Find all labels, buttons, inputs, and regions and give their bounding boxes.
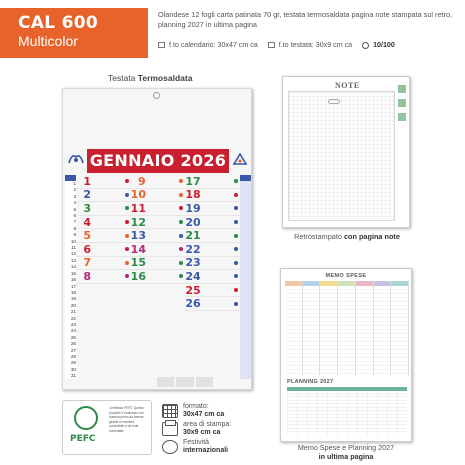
- day-row: [76, 202, 131, 216]
- testata-label: Testata Termosaldata: [108, 73, 193, 83]
- day-row: [76, 229, 131, 243]
- day-number: 4: [83, 215, 91, 229]
- mini-day: 19: [70, 296, 76, 302]
- day-number: 14: [130, 242, 146, 256]
- hang-hole-icon: [153, 92, 160, 99]
- moon-phase-icon: [234, 247, 238, 251]
- pefc-logo-icon: PEFC: [66, 404, 106, 450]
- moon-phase-icon: [234, 179, 238, 183]
- day-row: [185, 257, 240, 271]
- pages-icon: [362, 42, 369, 49]
- day-row: [76, 175, 131, 189]
- day-number: 6: [83, 242, 91, 256]
- day-row: [76, 216, 131, 230]
- mini-day: 23: [70, 321, 76, 327]
- day-row: [76, 189, 131, 203]
- moon-phase-icon: [234, 193, 238, 197]
- mini-day: 29: [70, 360, 76, 366]
- mini-day: 6: [73, 213, 76, 219]
- moon-phase-icon: [234, 288, 238, 292]
- moon-phase-icon: [179, 234, 183, 238]
- moon-phase-icon: [179, 247, 183, 251]
- mini-day: 18: [70, 289, 76, 295]
- moon-phase-icon: [125, 193, 129, 197]
- moon-phase-icon: [125, 220, 129, 224]
- mini-day: 15: [70, 270, 76, 276]
- day-number: 5: [83, 229, 91, 243]
- calendar-size-icon: [158, 42, 165, 48]
- day-row: [185, 202, 240, 216]
- mini-day: 12: [70, 251, 76, 257]
- note-page-image: [282, 76, 410, 228]
- mini-day: 4: [73, 200, 76, 206]
- mini-day: 1: [73, 181, 76, 186]
- day-number: 20: [185, 215, 201, 229]
- mini-day: 30: [70, 366, 76, 372]
- memo-page-image: [280, 268, 412, 442]
- day-row: [131, 243, 186, 257]
- day-number: 21: [185, 229, 201, 243]
- printer-icon: [162, 422, 178, 436]
- spec-calendar: f.to calendario: 30x47 cm ca: [169, 41, 258, 49]
- memo-label: Memo Spese e Planning 2027 in ultima pagina: [297, 443, 395, 461]
- day-row: [131, 257, 186, 271]
- day-number: 1: [83, 174, 91, 188]
- day-number: 23: [185, 256, 201, 270]
- mini-day: 3: [73, 193, 76, 199]
- day-number: 7: [83, 256, 91, 270]
- day-row: [76, 243, 131, 257]
- retro-label: Retrostampato con pagina note: [294, 232, 400, 241]
- day-row: [185, 229, 240, 243]
- days-column-1: [76, 175, 131, 379]
- info-list: [162, 402, 262, 456]
- day-row: [131, 202, 186, 216]
- product-variant: Multicolor: [18, 33, 78, 49]
- holiday-icon: [162, 440, 178, 454]
- moon-phase-icon: [234, 206, 238, 210]
- moon-phase-icon: [234, 234, 238, 238]
- day-number: 15: [130, 256, 146, 270]
- moon-phase-icon: [179, 206, 183, 210]
- mini-day: 5: [73, 206, 76, 212]
- day-row: [185, 297, 240, 311]
- mini-day: 25: [70, 334, 76, 340]
- moon-phase-icon: [125, 247, 129, 251]
- day-number: 24: [185, 269, 201, 283]
- mini-day: 16: [70, 277, 76, 283]
- paperclip-icon: [328, 99, 340, 104]
- day-row: [76, 257, 131, 271]
- day-row: [131, 175, 186, 189]
- header-size-icon: [268, 42, 275, 48]
- mini-day: 8: [73, 225, 76, 231]
- planning-grid: [287, 393, 407, 435]
- product-specs: [158, 41, 460, 49]
- day-row: [131, 270, 186, 284]
- day-number: 17: [185, 174, 201, 188]
- mini-day: 21: [70, 309, 76, 315]
- mini-day: 20: [70, 302, 76, 308]
- planning-title: PLANNING 2027: [287, 379, 334, 385]
- calendar-grid-icon: [162, 404, 178, 418]
- day-number: 25: [185, 283, 201, 297]
- day-number: 26: [185, 297, 201, 311]
- zodiac-icon: [231, 151, 249, 167]
- note-tabs: [398, 85, 406, 121]
- day-number: 19: [185, 201, 201, 215]
- next-month-column: [240, 175, 251, 379]
- day-row: [76, 270, 131, 284]
- planning-bar: [287, 387, 407, 391]
- moon-phase-icon: [234, 302, 238, 306]
- calendar-image: [62, 88, 252, 390]
- mini-day: 31: [70, 373, 76, 379]
- moon-phase-icon: [179, 261, 183, 265]
- memo-title: MEMO SPESE: [325, 273, 367, 279]
- day-number: 12: [130, 215, 146, 229]
- day-row: [185, 189, 240, 203]
- day-number: 11: [130, 201, 146, 215]
- mini-day: 14: [70, 264, 76, 270]
- calendar-footer: [157, 377, 213, 387]
- product-description: Olandese 12 fogli carta patinata 70 gr, testata termosaldata pagina note stampata sul retro, planning 2027 in ultima pagina: [158, 10, 453, 29]
- day-number: 16: [130, 269, 146, 283]
- mini-day: 2: [73, 187, 76, 193]
- moon-phase-icon: [234, 261, 238, 265]
- day-number: 9: [138, 174, 146, 188]
- pefc-certification: [62, 400, 152, 455]
- day-number: 10: [130, 188, 146, 202]
- zodiac-icon: [67, 151, 85, 167]
- moon-phase-icon: [125, 206, 129, 210]
- days-column-3: [185, 175, 240, 379]
- moon-phase-icon: [125, 261, 129, 265]
- day-row: [131, 229, 186, 243]
- month-title: GENNAIO 2026: [87, 149, 229, 173]
- note-grid: [288, 91, 395, 221]
- moon-phase-icon: [179, 220, 183, 224]
- mini-day: 9: [73, 232, 76, 238]
- pefc-text: Certificato PEFC Questo prodotto è realizzato con materia prima da foreste gestite in maniera sostenibile e da fonti controllate: [109, 406, 144, 433]
- product-code-badge: [0, 8, 148, 58]
- day-number: 2: [83, 188, 91, 202]
- day-row: [131, 216, 186, 230]
- spec-header: f.to testata: 30x9 cm ca: [278, 41, 353, 49]
- calendar-grid: [65, 175, 251, 379]
- product-code: CAL 600: [18, 13, 98, 33]
- moon-phase-icon: [234, 274, 238, 278]
- moon-phase-icon: [125, 179, 129, 183]
- mini-day: 11: [71, 245, 76, 251]
- mini-day: 7: [73, 219, 76, 225]
- moon-phase-icon: [125, 234, 129, 238]
- mini-day: 13: [70, 257, 76, 263]
- day-row: [185, 175, 240, 189]
- moon-phase-icon: [125, 274, 129, 278]
- moon-phase-icon: [234, 220, 238, 224]
- mini-day: 10: [70, 238, 76, 244]
- memo-table: [285, 281, 409, 375]
- days-column-2: [131, 175, 186, 379]
- day-row: [185, 243, 240, 257]
- mini-day: 27: [70, 347, 76, 353]
- day-number: 3: [83, 201, 91, 215]
- day-number: 8: [83, 269, 91, 283]
- day-number: 13: [130, 229, 146, 243]
- info-item-print-area: area di stampa: 30x9 cm ca: [162, 420, 262, 438]
- moon-phase-icon: [179, 179, 183, 183]
- moon-phase-icon: [179, 274, 183, 278]
- mini-day: 24: [70, 328, 76, 334]
- day-row: [185, 284, 240, 298]
- pages-badge: 10/100: [373, 41, 395, 49]
- previous-month-column: [65, 175, 76, 379]
- day-row: [185, 216, 240, 230]
- mini-day: 22: [70, 315, 76, 321]
- note-title: NOTE: [335, 81, 360, 90]
- day-row: [131, 189, 186, 203]
- moon-phase-icon: [179, 193, 183, 197]
- day-row: [185, 270, 240, 284]
- mini-day: 26: [70, 341, 76, 347]
- info-item-holidays: Festività internazionali: [162, 438, 262, 456]
- info-item-format: formato: 30x47 cm ca: [162, 402, 262, 420]
- day-number: 18: [185, 188, 201, 202]
- mini-day: 17: [70, 283, 76, 289]
- mini-day: 28: [70, 353, 76, 359]
- day-number: 22: [185, 242, 201, 256]
